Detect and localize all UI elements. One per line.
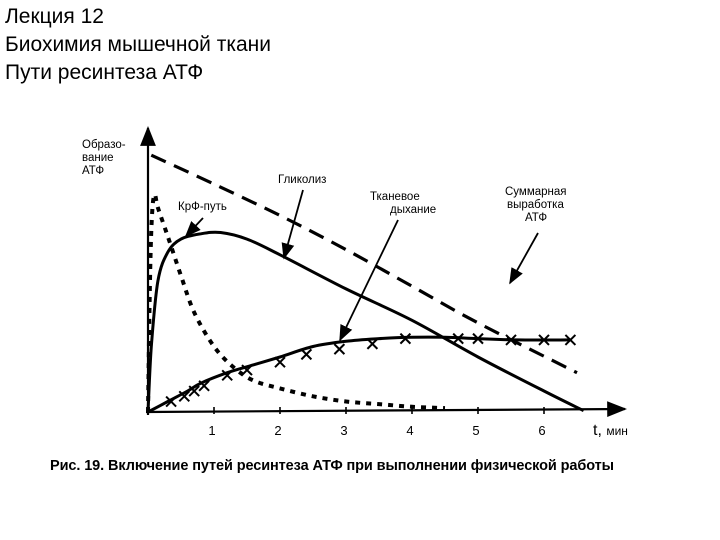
x-axis xyxy=(146,409,625,412)
y-axis-label: Образо-вание АТФ xyxy=(82,139,126,177)
x-marker xyxy=(301,349,311,359)
x-tick-label: 6 xyxy=(538,423,546,438)
x-tick-label: 2 xyxy=(274,423,282,438)
caption-prefix: Рис. 19. xyxy=(50,458,105,474)
series-label-крф-путь: КрФ-путь xyxy=(178,201,227,213)
lecture-topic: Биохимия мышечной ткани xyxy=(5,33,271,56)
x-axis-label: t, мин xyxy=(593,422,628,439)
x-marker xyxy=(275,357,285,367)
x-marker xyxy=(334,344,344,354)
x-tick-label: 4 xyxy=(406,423,414,438)
series-label-arrow xyxy=(510,233,538,283)
x-tick-label: 5 xyxy=(472,423,480,438)
lecture-subtopic: Пути ресинтеза АТФ xyxy=(5,61,204,84)
caption-text: Включение путей ресинтеза АТФ при выполнении физической работы xyxy=(108,458,614,474)
figure-caption xyxy=(50,458,614,474)
series-label-arrow xyxy=(340,220,398,340)
lecture-number: Лекция 12 xyxy=(5,5,104,28)
x-tick-label: 3 xyxy=(340,423,348,438)
series-label-гликолиз: Гликолиз xyxy=(278,174,327,186)
series-label-тканевое-дыхание: Тканевое дыхание xyxy=(370,191,437,216)
series-line-крф-путь xyxy=(148,194,445,412)
series-label-суммарная-выработка-атф: Суммарная выработка АТФ xyxy=(505,186,567,224)
x-tick-label: 1 xyxy=(208,423,216,438)
